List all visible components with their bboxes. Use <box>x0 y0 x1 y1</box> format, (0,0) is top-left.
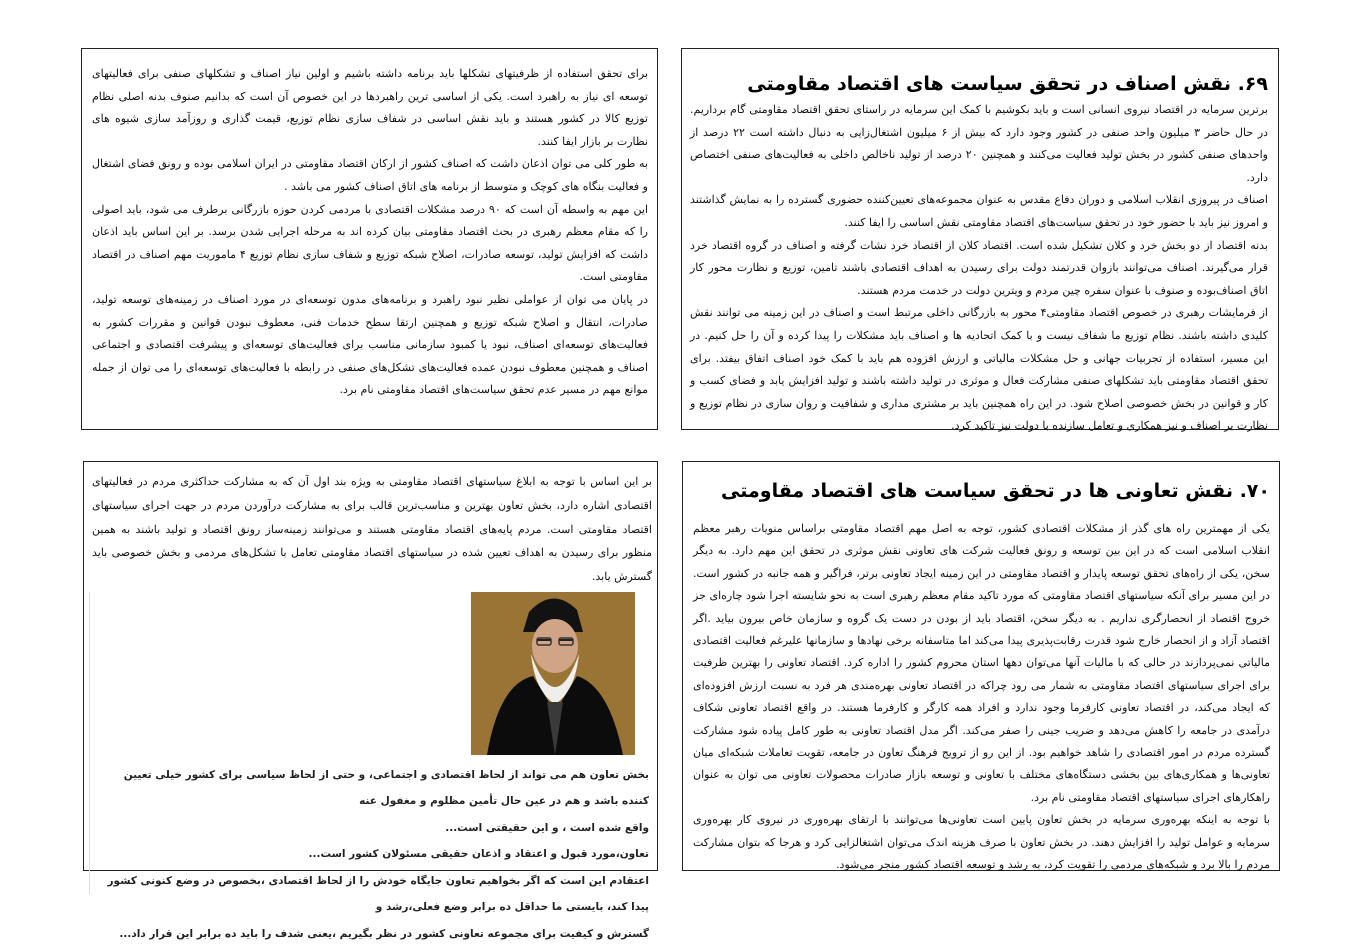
section-69-paragraph: بدنه اقتصاد از دو بخش خرد و کلان تشکیل شده است. اقتصاد کلان از اقتصاد خرد نشات گرفته و اصناف در گروه اقتصاد خرد قرار می‌گیرند. اصناف می‌توانند بازوان قدرتمند دولت برای رسیدن به اهداف اقتصادی باشند تامین، توزیع و نظارت محور کار اتاق اصناف‌بوده و صنوف با عنوان سفره چین مردم و ویترین دولت در خدمت مردم هستند. <box>690 238 1268 297</box>
section-70-paragraph: یکی از مهمترین راه های گذر از مشکلات اقتصادی کشور، توجه به اصل مهم اقتصاد مقاومتی براساس منویات رهبر معظم انقلاب اسلامی است که در این بین توسعه و رونق فعالیت شرکت های تعاونی نقش موثری در تحقق این مهم دارد. به دیگر سخن، یکی از راه‌های تحقق توسعه پایدار و اقتصاد مقاومتی در این زمینه ایجاد تعاونی برتر، فراگیر و همه جانبه در کشور است. در این مسیر برای آنکه سیاستهای اقتصاد مقاومتی که مورد تاکید مقام معظم رهبری است به نحو شایسته اجرا شود چاره‌ای جز خروج اقتصاد از انحصارگری نداریم . به دیگر سخن، اقتصاد باید از بودن در دست یک گروه و سازمان خاص بیرون بیاید .اگر اقتصاد آزاد و از انحصار خارج شود قدرت رقابت‌پذیری پیدا می‌کند اما متاسفانه برخی نهادها و سازمانها علیرغم فعالیت اقتصادی مالیاتی نمی‌پردازند در حالی که با مالیات آنها می‌توان دهها استان محروم کشور را اداره کرد. اقتصاد تعاونی را بهترین ظرفیت برای اجرای سیاستهای اقتصاد مقاومتی به شمار می رود چراکه در اقتصاد تعاونی بهره‌مندی هر فرد به نسبت ارزش افزوده‌ای که ایجاد می‌کند، در اقتصاد تعاونی کارفرما وجود ندارد و افراد همه کارگر و کارفرما هستند. در واقع اقتصاد تعاونی شکاف درآمدی در جامعه را کاهش می‌دهد و ضریب جینی را صفر می‌کند. اگر مدل اقتصاد تعاونی به طور کامل پیاده شود مشارکت گسترده مردم در امور اقتصادی را شاهد خواهیم بود. از این رو از ترویج فرهنگ تعاون در جامعه، تقویت تعاملات شبکه‌ای میان تعاونی‌ها و همکاری‌های بین بخشی دستگاه‌های مختلف با تعاونی و توسعه بازار صادرات محصولات تعاونی می توان به عنوان راهکارهای اجرای سیاستهای اقتصاد مقاومتی نام برد. <box>693 522 1270 804</box>
portrait-photo <box>471 592 635 755</box>
section-70-panel <box>682 461 1280 871</box>
quote-line: اعتقادم این است که اگر بخواهیم تعاون جایگاه خودش را از لحاظ اقتصادی ،بخصوص در وضع کنونی کشور پیدا کند، بایستی ما حداقل ده برابر وضع فعلی،رشد و <box>107 874 649 914</box>
section-69-paragraph: برترین سرمایه در اقتصاد نیروی انسانی است و باید بکوشیم با کمک این سرمایه در راستای تحقق اقتصاد مقاومتی گام برداریم. در حال حاضر ۳ میلیون واحد صنفی در کشور وجود دارد که بیش از ۶ میلیون اشتغال‌زایی به دنبال داشته است ۲۲ درصد از واحدهای صنفی کشور در بخش تولید فعالیت می‌کنند و همچنین ۲۰ درصد از تولید ناخالص داخلی به فعالیت‌های صنفی اختصاص دارد. <box>690 103 1269 184</box>
portrait-illustration <box>471 592 635 755</box>
quote-figure <box>89 592 649 940</box>
quote-line: واقع شده است ، و این حقیقتی است... <box>445 821 649 834</box>
quote-line: گسترش و کیفیت برای مجموعه تعاونی کشور در نظر بگیریم ،یعنی شدف را باید ده برابر این قرار داد... <box>119 927 649 940</box>
section-70-paragraph: با توجه به اینکه بهره‌وری سرمایه در بخش تعاون پایین است تعاونی‌ها می‌توانند با ارتقای بهره‌وری در نیروی کار بهره‌وری سرمایه و عوامل تولید را افزایش دهند. در بخش تعاون با صرف هزینه اندک می‌توان اشتغالزایی کرد و هرجا که بتوان مشارکت مردم را بالا برد و شبکه‌های مردمی را تقویت کرد، به رشد و توسعه اقتصاد کشور منجر می‌شود. <box>693 813 1270 872</box>
section-69-cont-paragraph: برای تحقق استفاده از ظرفیتهای تشکلها باید برنامه داشته باشیم و اولین نیاز اصناف و تشکلهای صنفی برای فعالیتهای توسعه ای نیاز به راهبرد است. یکی از اساسی ترین راهبردها در این خصوص آن است که بدانیم صنوف بدنه اصلی نظام توزیع کالا در کشور هستند و باید نقش اساسی در شفاف سازی نظام توزیع، قیمت گذاری و روزآمد سازی شیوه های نظارت بر بازار ایفا کنند. <box>92 67 648 148</box>
section-69-cont-paragraph: به طور کلی می توان اذعان داشت که اصناف کشور از ارکان اقتصاد مقاومتی در ایران اسلامی بوده و رونق فضای اشتغال و فعالیت بنگاه های کوچک و متوسط از برنامه های اتاق اصناف کشور می باشد . <box>92 157 648 193</box>
section-69-cont-paragraph: این مهم به واسطه آن است که ۹۰ درصد مشکلات اقتصادی با مردمی کردن حوزه بازرگانی برطرف می شود، باید اصولی را که مقام معظم رهبری در بحث اقتصاد مقاومتی بیان کرده اند به مرحله اجرایی شدن برسد. بر این اساس باید اذعان داشت که افزایش تولید، توسعه صادرات، اصلاح شبکه توزیع و شفاف سازی نظام توزیع ۴ ماموریت مهم اصناف در اقتصاد مقاومتی است. <box>92 202 649 284</box>
quote-line: بخش تعاون هم می تواند از لحاظ اقتصادی و اجتماعی، و حتی از لحاظ سیاسی برای کشور خیلی تعیین کننده باشد و هم در عین حال تأمین مظلوم و مغفول عنه <box>123 768 649 808</box>
section-69-paragraph: از فرمایشات رهبری در خصوص اقتصاد مقاومتی۴ محور به بازرگانی داخلی مرتبط است و اصناف در این زمینه می توانند نقش کلیدی داشته باشند. نظام توزیع ما شفاف نیست و با کمک اتحادیه ها و اصناف باید مشکلات را پیدا کرده و آن را حل کنیم. در این مسیر، استفاده از تجربیات جهانی و حل مشکلات مالیاتی و ارزش افزوده هم باید با کمک خود اصناف اتفاق بیفتد. برای تحقق اقتصاد مقاومتی باید تشکلهای صنفی مشارکت فعال و موثری در تولید داشته باشند و تولید افزایش یابد و فضای کسب و کار و قوانین در بخش خصوصی اصلاح شود. در این راه همچنین باید بر مشتری مداری و شفافیت و روان سازی در نظام توزیع و نظارت بر اصناف و نیز همکاری و تعامل سازنده با دولت نیز تاکید کرد. <box>690 306 1268 433</box>
section-69-panel <box>681 48 1279 433</box>
section-69-continued-panel <box>81 48 658 430</box>
section-70-title: ۷۰. نقش تعاونی ها در تحقق سیاست های اقتصاد مقاومتی <box>721 480 1270 502</box>
section-70-continued-panel <box>83 461 658 940</box>
section-69-paragraph: اصناف در پیروزی انقلاب اسلامی و دوران دفاع مقدس به عنوان مجموعه‌های تعیین‌کننده حضوری گسترده را به نمایش گذاشتند و امروز نیز باید با حضور خود در تحقق سیاست‌های اقتصاد مقاومتی نقش اساسی را ایفا کنند. <box>690 193 1268 229</box>
quote-caption <box>99 762 649 948</box>
section-69-title: ۶۹. نقش اصناف در تحقق سیاست های اقتصاد مقاومتی <box>747 73 1268 95</box>
quote-line: تعاون،مورد قبول و اعتقاد و اذعان حقیقی مسئولان کشور است... <box>308 848 649 861</box>
section-69-cont-paragraph: در پایان می توان از عواملی نظیر نبود راهبرد و برنامه‌های مدون توسعه‌ای در مورد اصناف در زمینه‌های توسعه تولید، صادرات، انتقال و اصلاح شبکه توزیع و همچنین ارتقا سطح خدمات فنی، معطوف نبودن قوانین و مقررات کشور به فعالیت‌های توسعه‌ای اصناف، نبود یا کمبود سازمانی مناسب برای فعالیت‌های توسعه‌ای و پیشرفت اقتصادی و اجتماعی اصناف و همچنین معطوف نبودن عمده فعالیت‌های تشکل‌های صنفی در رابطه با فعالیت‌های توسعه‌ای را می توان از جمله موانع مهم در مسیر عدم تحقق سیاست‌های اقتصاد مقاومتی نام برد. <box>92 292 648 397</box>
section-70-cont-paragraph: بر این اساس با توجه به ابلاغ سیاستهای اقتصاد مقاومتی به ویژه بند اول آن که به مشارکت حداکثری مردم در فعالیتهای اقتصادی اشاره دارد، بخش تعاون بهترین و مناسب‌ترین قالب برای به مشارکت درآوردن مردم در جهت اجرای سیاستهای اقتصاد مقاومتی است. مردم پایه‌های اقتصاد مقاومتی هستند و می‌توانند زمینه‌ساز رونق اقتصاد و تولید باشند به همین منظور برای رسیدن به اهداف تعیین شده در سیاستهای اقتصاد مقاومتی تعامل با تشکل‌های مردمی و بخش خصوصی باید گسترش یابد. <box>92 475 652 584</box>
